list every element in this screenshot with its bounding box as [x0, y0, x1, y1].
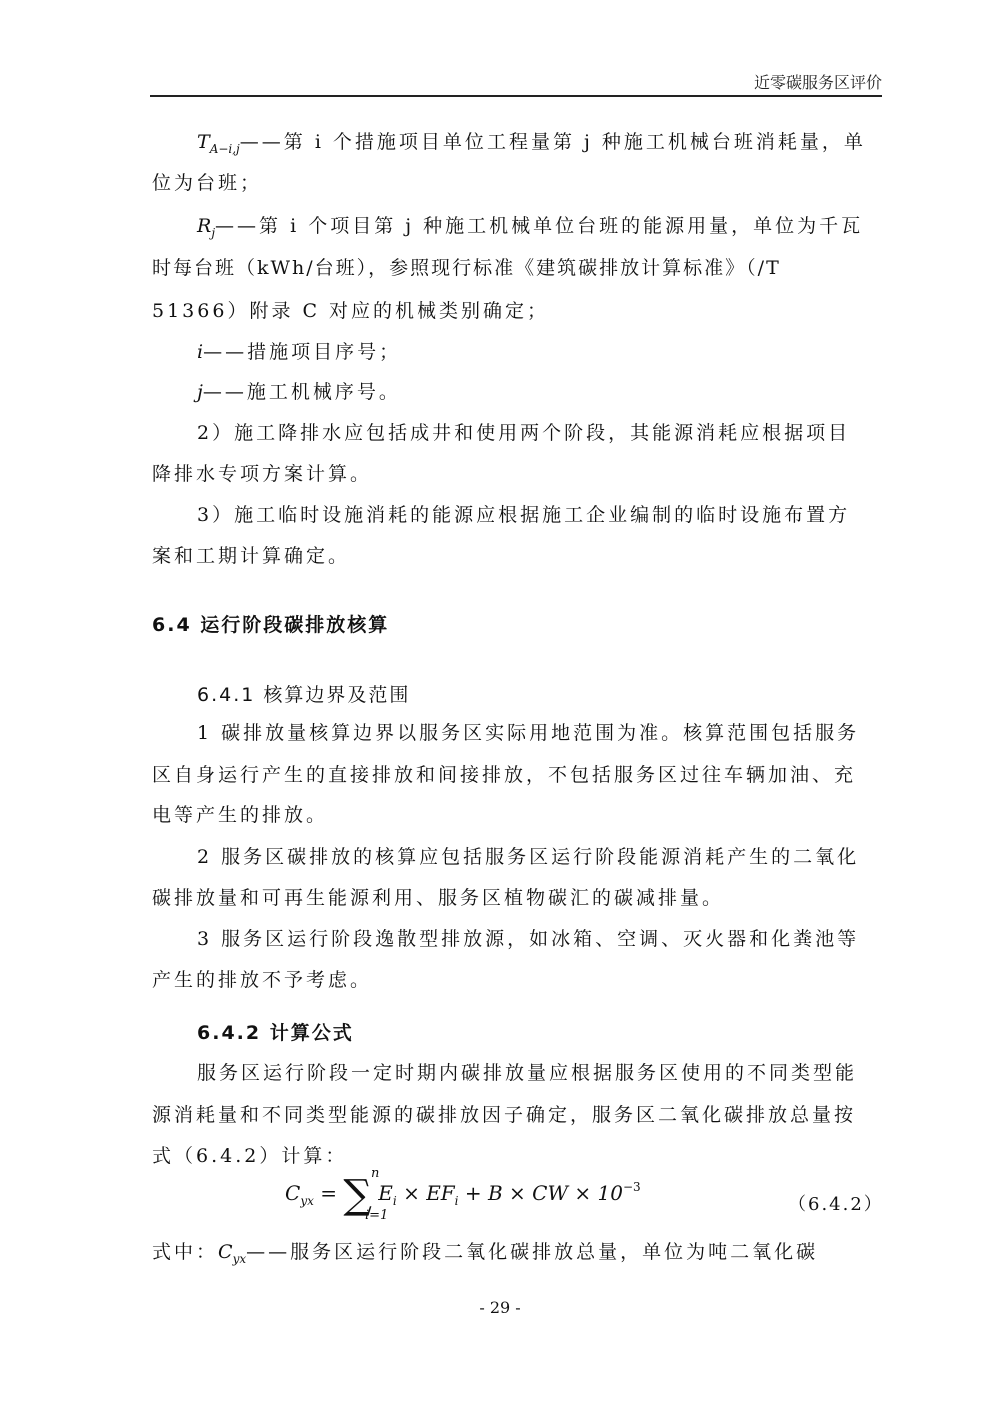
para-6-4-2-line1: 服务区运行阶段一定时期内碳排放量应根据服务区使用的不同类型能 — [197, 1062, 858, 1084]
definition-r-line2: 时每台班（kWh/台班），参照现行标准《建筑碳排放计算标准》（/T — [152, 257, 781, 279]
formula-e: E — [371, 1181, 393, 1205]
formula-e-subscript: i — [392, 1194, 397, 1208]
formula-lhs-subscript: yx — [300, 1194, 314, 1208]
symbol-j: j — [197, 381, 203, 403]
definition-j — [197, 377, 922, 404]
equation-number: （6.4.2） — [788, 1194, 884, 1215]
header-rule — [150, 95, 882, 97]
formula-ef-subscript: i — [454, 1194, 459, 1208]
section-6-4-1-heading: 6.4.1 核算边界及范围 — [197, 684, 411, 706]
para-6-4-1-1-line1: 1 碳排放量核算边界以服务区实际用地范围为准。核算范围包括服务 — [197, 722, 860, 744]
formula-6-4-2 — [285, 1166, 641, 1223]
formula-ef: × EF — [396, 1181, 455, 1205]
para-6-4-1-1-line3: 电等产生的排放。 — [152, 804, 329, 826]
para-6-4-2-line3: 式（6.4.2）计算： — [152, 1145, 348, 1167]
where-text: ——服务区运行阶段二氧化碳排放总量，单位为吨二氧化碳 — [246, 1241, 819, 1263]
definition-i-text: ——措施项目序号； — [203, 341, 402, 363]
symbol-t: T — [197, 131, 210, 153]
definition-r-line1 — [197, 211, 922, 240]
item-3-line1: 3）施工临时设施消耗的能源应根据施工企业编制的临时设施布置方 — [197, 504, 851, 526]
where-clause — [152, 1237, 877, 1266]
item-2-line1: 2）施工降排水应包括成井和使用两个阶段，其能源消耗应根据项目 — [197, 422, 851, 444]
symbol-r-subscript: j — [211, 226, 216, 240]
para-6-4-1-3-line1: 3 服务区运行阶段逸散型排放源，如冰箱、空调、灭火器和化粪池等 — [197, 928, 860, 950]
para-6-4-1-2-line2: 碳排放量和可再生能源利用、服务区植物碳汇的碳减排量。 — [152, 887, 725, 909]
formula-sigma: ∑ — [343, 1172, 372, 1218]
where-symbol: C — [218, 1241, 233, 1263]
page-number: - 29 - — [479, 1298, 521, 1317]
symbol-r: R — [197, 215, 212, 237]
para-6-4-1-2-line1: 2 服务区碳排放的核算应包括服务区运行阶段能源消耗产生的二氧化 — [197, 846, 860, 868]
where-symbol-subscript: yx — [232, 1252, 247, 1266]
definition-t-text: ——第 i 个措施项目单位工程量第 j 种施工机械台班消耗量，单 — [239, 131, 866, 153]
para-6-4-1-1-line2: 区自身运行产生的直接排放和间接排放，不包括服务区过往车辆加油、充 — [152, 764, 857, 786]
item-3-line2: 案和工期计算确定。 — [152, 545, 351, 567]
formula-sum-lower: i=1 — [365, 1208, 389, 1223]
running-header: 近零碳服务区评价 — [753, 73, 882, 92]
para-6-4-1-3-line2: 产生的排放不予考虑。 — [152, 969, 373, 991]
section-6-4-2-heading: 6.4.2 计算公式 — [197, 1022, 354, 1044]
formula-lhs: C — [285, 1181, 301, 1205]
definition-t-line1 — [197, 127, 922, 156]
formula-equals: = — [313, 1181, 344, 1205]
symbol-t-subscript: A−i,j — [209, 142, 240, 156]
para-6-4-2-line2: 源消耗量和不同类型能源的碳排放因子确定，服务区二氧化碳排放总量按 — [152, 1104, 857, 1126]
formula-rest: + B × CW × 10 — [458, 1181, 623, 1205]
where-prefix: 式中： — [152, 1241, 219, 1263]
formula-sum-upper: n — [371, 1166, 380, 1181]
definition-r-text: ——第 i 个项目第 j 种施工机械单位台班的能源用量，单位为千瓦 — [215, 215, 864, 237]
symbol-i: i — [197, 341, 204, 363]
definition-t-line2: 位为台班； — [152, 172, 263, 194]
section-6-4-heading: 6.4 运行阶段碳排放核算 — [152, 614, 390, 636]
definition-j-text: ——施工机械序号。 — [202, 381, 401, 403]
item-2-line2: 降排水专项方案计算。 — [152, 463, 373, 485]
definition-i — [197, 337, 922, 364]
definition-r-line3: 51366）附录 C 对应的机械类别确定； — [152, 300, 550, 322]
formula-exponent: −3 — [622, 1180, 641, 1194]
